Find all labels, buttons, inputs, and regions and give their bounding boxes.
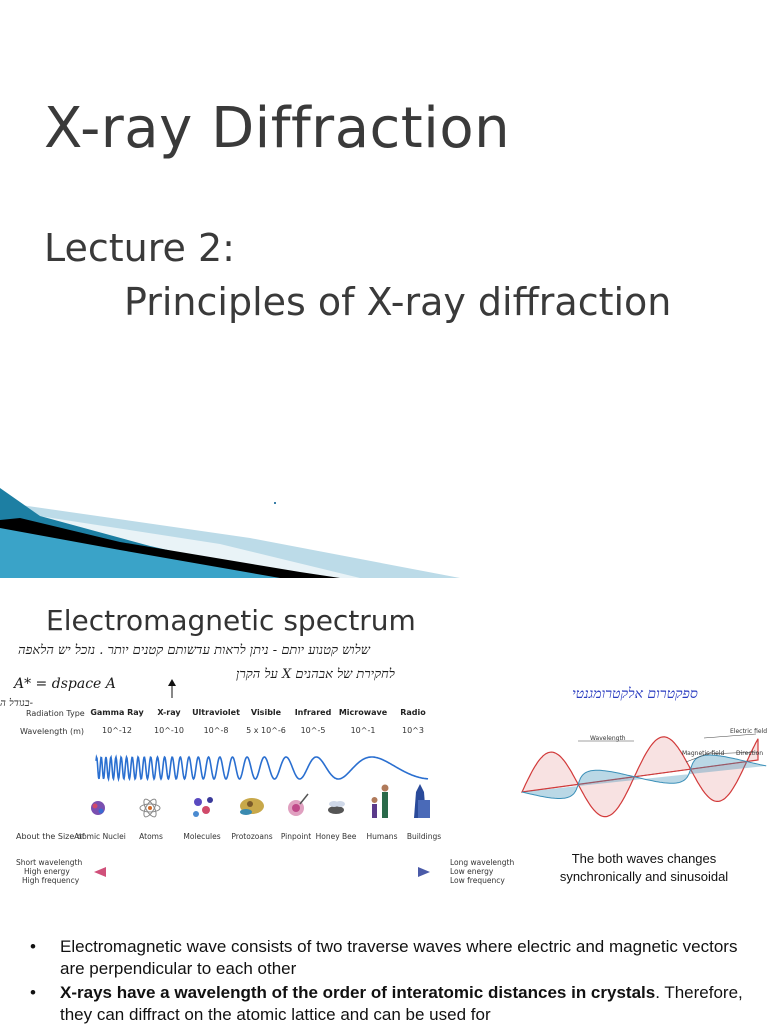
type-visible: Visible: [250, 708, 282, 717]
lecture-number: Lecture 2:: [44, 226, 235, 270]
wl-visible: 5 x 10^-6: [246, 726, 286, 735]
protozoan-icon: [240, 798, 264, 815]
em-spectrum-title: Electromagnetic spectrum: [46, 604, 416, 637]
wl-gamma: 10^-12: [102, 726, 132, 735]
molecule-icon: [193, 797, 213, 817]
magnetic-field-label: Magnetic field: [682, 750, 725, 757]
decorative-swoosh: [0, 480, 460, 578]
bullet-text-1: Electromagnetic wave consists of two traverse waves where electric and magnetic vectors are perpendicular to each other: [60, 937, 738, 978]
size-buildings: Buildings: [406, 832, 442, 841]
pinpoint-icon: [288, 794, 308, 816]
bullet-item-2: [30, 982, 750, 1024]
size-protozoans: Protozoans: [231, 832, 273, 841]
high-frequency-text: High frequency: [22, 876, 80, 885]
short-wavelength-labels: [16, 858, 82, 885]
arrow-head-right: [418, 867, 430, 877]
lecture-topic: Principles of X-ray diffraction: [124, 280, 672, 324]
size-humans: Humans: [366, 832, 398, 841]
size-atomic-nuclei: Atomic Nuclei: [74, 832, 126, 841]
radiation-type-label: Radiation Type: [26, 709, 85, 718]
wl-xray: 10^-10: [154, 726, 184, 735]
type-uv: Ultraviolet: [192, 708, 240, 717]
slide-title: X-ray Diffraction: [44, 96, 511, 161]
wave-caption: The both waves changes synchronically and sinusoidal: [559, 851, 729, 884]
handwritten-note-2: על הקרן X לחקירת של אבהנים: [236, 667, 395, 682]
wl-infrared: 10^-5: [300, 726, 326, 735]
long-wavelength-labels: [450, 858, 514, 885]
atom-icon: [140, 797, 160, 818]
type-radio: Radio: [400, 708, 426, 717]
low-frequency-text: Low frequency: [450, 876, 505, 885]
handwritten-formula: A* = dspace A: [14, 676, 116, 692]
bullet-marker: •: [30, 937, 36, 956]
type-microwave: Microwave: [338, 708, 388, 717]
wl-radio: 10^3: [402, 726, 424, 735]
electric-field-label: Electric field: [730, 728, 768, 735]
type-gamma: Gamma Ray: [90, 708, 144, 717]
arrow-head-left: [94, 867, 106, 877]
wave-wavelength-label: Wavelength: [590, 735, 626, 742]
low-energy-text: Low energy: [450, 867, 494, 876]
humans-icon: [372, 785, 389, 819]
bullet-item-1: [30, 936, 750, 980]
honey-bee-icon: [328, 801, 345, 814]
handwritten-note-5: ספקטרום אלקטרומגנטי: [572, 686, 698, 702]
size-label: About the Size of: [16, 832, 85, 841]
handwritten-note-4: בגודל ה-: [0, 698, 33, 709]
type-infrared: Infrared: [294, 708, 332, 717]
em-wave-diagram: [522, 734, 766, 817]
short-wavelength-text: Short wavelength: [16, 858, 83, 867]
high-energy-text: High energy: [24, 867, 70, 876]
bullet-marker: •: [30, 983, 36, 1002]
size-honey-bee: Honey Bee: [315, 832, 357, 841]
size-molecules: Molecules: [183, 832, 221, 841]
bullet-text-2-bold: X-rays have a wavelength of the order of interatomic distances in crystals: [60, 983, 656, 1002]
size-atoms: Atoms: [139, 832, 163, 841]
wavelength-label: Wavelength (m): [20, 727, 85, 736]
buildings-icon: [414, 784, 430, 818]
atomic-nuclei-icon: [91, 801, 105, 815]
long-wavelength-text: Long wavelength: [450, 858, 515, 867]
direction-label: Direction: [736, 750, 764, 757]
wl-uv: 10^-8: [203, 726, 229, 735]
bullet-list: [30, 936, 750, 1024]
wl-microwave: 10^-1: [350, 726, 376, 735]
em-spectrum-slide: [0, 578, 768, 1024]
size-pinpoint: Pinpoint: [280, 832, 312, 841]
em-wave: [96, 757, 428, 779]
bullet-text-2-rest: . Therefore, they can diffract on the atomic lattice and can be used for: [60, 983, 743, 1024]
type-xray: X-ray: [157, 708, 181, 717]
handwritten-note-1: שלוש קטנוע יותם - ניתן לראות עדשותם קטנים יותר . נזכל יש הלאפה: [18, 643, 370, 658]
